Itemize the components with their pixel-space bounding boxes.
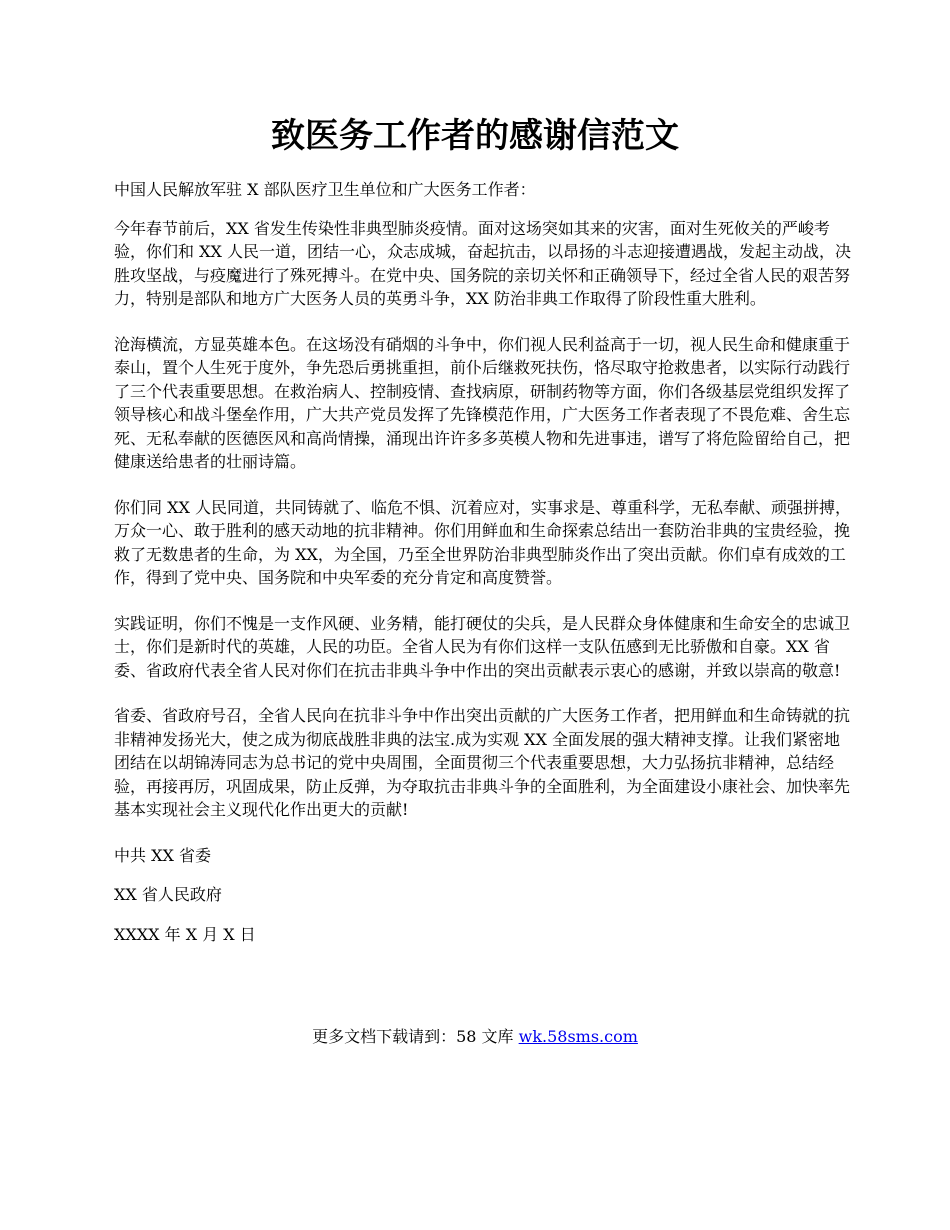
paragraph-5: 省委、省政府号召，全省人民向在抗非斗争中作出突出贡献的广大医务工作者，把用鲜血和生命铸就的抗非精神发扬光大，使之成为彻底战胜非典的法宝.成为实观 XX 全面发展的强大精神支撑。让我们紧密地团结在以胡锦涛同志为总书记的党中央周围，全面贯彻三个代表重要思想，大力弘扬抗非精神，总结经验，再接再厉，巩固成果，防止反弹，为夺取抗击非典斗争的全面胜利，为全面建设小康社会、加快率先基本实现社会主义现代化作出更大的贡献! (114, 706, 851, 819)
paragraph-4: 实践证明，你们不愧是一支作风硬、业务精，能打硬仗的尖兵，是人民群众身体健康和生命安全的忠诚卫士，你们是新时代的英雄，人民的功臣。全省人民为有你们这样一支队伍感到无比骄傲和自豪。XX 省委、省政府代表全省人民对你们在抗击非典斗争中作出的突出贡献表示衷心的感谢，并致以崇高的敬意! (114, 613, 851, 680)
signature-party-committee: 中共 XX 省委 (114, 845, 211, 865)
paragraph-3: 你们同 XX 人民同道，共同铸就了、临危不惧、沉着应对，实事求是、尊重科学，无私奉献、顽强拼搏，万众一心、敢于胜利的感天动地的抗非精神。你们用鲜血和生命探索总结出一套防治非典的宝贵经验，挽救了无数患者的生命，为 XX，为全国，乃至全世界防治非典型肺炎作出了突出贡献。你们卓有成效的工作，得到了党中央、国务院和中央军委的充分肯定和高度赞誉。 (114, 497, 851, 587)
signature-date: XXXX 年 X 月 X 日 (114, 924, 256, 944)
signature-government: XX 省人民政府 (114, 885, 222, 904)
footer (0, 1025, 950, 1048)
page-title: 致医务工作者的感谢信范文 (271, 116, 679, 156)
paragraph-2: 沧海横流，方显英雄本色。在这场没有硝烟的斗争中，你们视人民利益高于一切，视人民生命和健康重于泰山，置个人生死于度外，争先恐后勇挑重担，前仆后继救死扶伤，恪尽取守抢救患者，以实际行动践行了三个代表重要思想。在救治病人、控制疫情、查找病原，研制药物等方面，你们各级基层党组织发挥了领导核心和战斗堡垒作用，广大共产党员发挥了先锋模范作用，广大医务工作者表现了不畏危难、舍生忘死、无私奉献的医德医风和高尚情操，涌现出许许多多英模人物和先进事违，谱写了将危险留给自己，把健康送给患者的壮丽诗篇。 (114, 334, 851, 471)
salutation: 中国人民解放军驻 X 部队医疗卫生单位和广大医务工作者： (114, 180, 536, 199)
footer-link[interactable]: wk.58sms.com (518, 1027, 638, 1046)
letter-body (114, 178, 854, 962)
footer-prefix: 更多文档下载请到：58 文库 (312, 1027, 519, 1046)
paragraph-1: 今年春节前后，XX 省发生传染性非典型肺炎疫情。面对这场突如其来的灾害，面对生死攸关的严峻考验，你们和 XX 人民一道，团结一心，众志成城，奋起抗击，以昂扬的斗志迎接遭遇战，发起主动战，决胜攻坚战，与疫魔进行了殊死搏斗。在党中央、国务院的亲切关怀和正确领导下，经过全省人民的艰苦努力，特别是部队和地方广大医务人员的英勇斗争，XX 防治非典工作取得了阶段性重大胜利。 (114, 218, 851, 308)
